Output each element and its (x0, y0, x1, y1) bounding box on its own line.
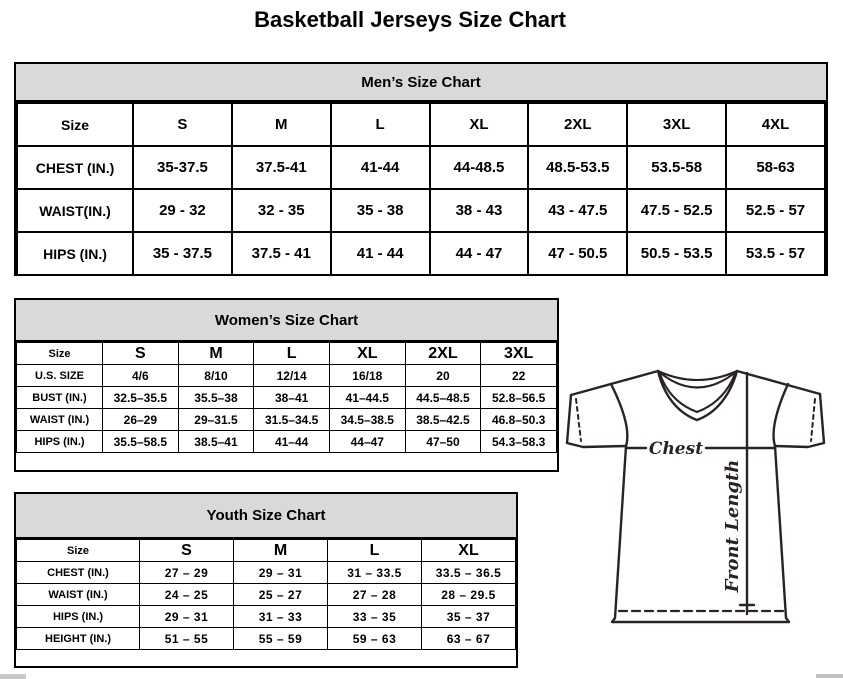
size-value-cell: 41–44 (254, 431, 330, 453)
size-value-cell: 26–29 (103, 409, 179, 431)
measurement-row (17, 628, 516, 650)
page-title: Basketball Jerseys Size Chart (254, 7, 566, 32)
size-column-header: XL (430, 103, 529, 146)
size-value-cell: 53.5 - 57 (726, 232, 825, 275)
measurement-row (17, 232, 825, 275)
measurement-row (17, 387, 557, 409)
size-header-row (17, 103, 825, 146)
size-value-cell: 31 – 33.5 (328, 562, 422, 584)
size-value-cell: 55 – 59 (234, 628, 328, 650)
mens-size-chart-table (14, 62, 828, 276)
size-value-cell: 37.5 - 41 (232, 232, 331, 275)
measurement-row-label: HIPS (IN.) (17, 232, 133, 275)
measurement-row (17, 409, 557, 431)
size-value-cell: 38.5–41 (178, 431, 254, 453)
size-column-header: XL (329, 343, 405, 365)
size-value-cell: 35 – 37 (422, 606, 516, 628)
size-value-cell: 20 (405, 365, 481, 387)
measurement-row-label: BUST (IN.) (17, 387, 103, 409)
size-value-cell: 31 – 33 (234, 606, 328, 628)
size-value-cell: 41 - 44 (331, 232, 430, 275)
horizontal-scrollbar-fragment-left[interactable] (0, 674, 26, 679)
measurement-row-label: WAIST(IN.) (17, 189, 133, 232)
mens-size-table (16, 102, 826, 276)
measurement-row (17, 606, 516, 628)
measurement-row-label: WAIST (IN.) (17, 409, 103, 431)
measurement-row-label: WAIST (IN.) (17, 584, 140, 606)
measurement-row-label: CHEST (IN.) (17, 146, 133, 189)
size-value-cell: 22 (481, 365, 557, 387)
size-value-cell: 33 – 35 (328, 606, 422, 628)
youth-chart-title: Youth Size Chart (16, 494, 516, 539)
size-value-cell: 44-48.5 (430, 146, 529, 189)
womens-size-chart-table (14, 298, 559, 472)
size-header-row (17, 343, 557, 365)
size-column-header: M (232, 103, 331, 146)
size-value-cell: 8/10 (178, 365, 254, 387)
size-value-cell: 16/18 (329, 365, 405, 387)
size-value-cell: 54.3–58.3 (481, 431, 557, 453)
size-value-cell: 53.5-58 (627, 146, 726, 189)
size-label-header: Size (17, 540, 140, 562)
size-column-header: M (178, 343, 254, 365)
size-value-cell: 27 – 28 (328, 584, 422, 606)
size-value-cell: 41–44.5 (329, 387, 405, 409)
size-value-cell: 58-63 (726, 146, 825, 189)
size-value-cell: 38–41 (254, 387, 330, 409)
size-value-cell: 52.8–56.5 (481, 387, 557, 409)
size-value-cell: 31.5–34.5 (254, 409, 330, 431)
size-value-cell: 38.5–42.5 (405, 409, 481, 431)
size-column-header: XL (422, 540, 516, 562)
measurement-row-label: HIPS (IN.) (17, 606, 140, 628)
size-column-header: S (133, 103, 232, 146)
size-column-header: 3XL (481, 343, 557, 365)
size-column-header: L (328, 540, 422, 562)
size-column-header: L (254, 343, 330, 365)
measurement-row (17, 431, 557, 453)
measurement-row (17, 189, 825, 232)
size-value-cell: 27 – 29 (140, 562, 234, 584)
size-value-cell: 44–47 (329, 431, 405, 453)
size-value-cell: 29 – 31 (234, 562, 328, 584)
size-value-cell: 47–50 (405, 431, 481, 453)
size-value-cell: 29–31.5 (178, 409, 254, 431)
measurement-row-label: CHEST (IN.) (17, 562, 140, 584)
womens-chart-title: Women’s Size Chart (16, 300, 557, 342)
size-value-cell: 33.5 – 36.5 (422, 562, 516, 584)
front-length-measurement-label: Front Length (722, 459, 743, 593)
size-value-cell: 59 – 63 (328, 628, 422, 650)
size-column-header: S (140, 540, 234, 562)
size-column-header: 4XL (726, 103, 825, 146)
size-value-cell: 44.5–48.5 (405, 387, 481, 409)
measurement-row (17, 562, 516, 584)
youth-size-table (16, 539, 516, 650)
size-value-cell: 32 - 35 (232, 189, 331, 232)
size-value-cell: 32.5–35.5 (103, 387, 179, 409)
size-value-cell: 63 – 67 (422, 628, 516, 650)
measurement-row-label: HIPS (IN.) (17, 431, 103, 453)
size-value-cell: 46.8–50.3 (481, 409, 557, 431)
measurement-row (17, 365, 557, 387)
measurement-row-label: HEIGHT (IN.) (17, 628, 140, 650)
size-label-header: Size (17, 103, 133, 146)
size-value-cell: 29 – 31 (140, 606, 234, 628)
size-value-cell: 34.5–38.5 (329, 409, 405, 431)
size-column-header: 2XL (405, 343, 481, 365)
youth-size-chart-table (14, 492, 518, 668)
size-value-cell: 35 - 38 (331, 189, 430, 232)
size-value-cell: 35-37.5 (133, 146, 232, 189)
size-value-cell: 12/14 (254, 365, 330, 387)
size-value-cell: 35.5–58.5 (103, 431, 179, 453)
size-header-row (17, 540, 516, 562)
size-column-header: 3XL (627, 103, 726, 146)
size-value-cell: 29 - 32 (133, 189, 232, 232)
size-value-cell: 51 – 55 (140, 628, 234, 650)
measurement-row-label: U.S. SIZE (17, 365, 103, 387)
size-value-cell: 35.5–38 (178, 387, 254, 409)
size-value-cell: 24 – 25 (140, 584, 234, 606)
size-value-cell: 35 - 37.5 (133, 232, 232, 275)
size-value-cell: 41-44 (331, 146, 430, 189)
size-value-cell: 47 - 50.5 (528, 232, 627, 275)
size-value-cell: 4/6 (103, 365, 179, 387)
size-column-header: M (234, 540, 328, 562)
size-value-cell: 50.5 - 53.5 (627, 232, 726, 275)
size-column-header: 2XL (528, 103, 627, 146)
measurement-row (17, 146, 825, 189)
horizontal-scrollbar-fragment-right[interactable] (816, 674, 843, 678)
chest-measurement-label: Chest (648, 439, 704, 459)
size-value-cell: 25 – 27 (234, 584, 328, 606)
size-column-header: S (103, 343, 179, 365)
size-value-cell: 43 - 47.5 (528, 189, 627, 232)
size-value-cell: 52.5 - 57 (726, 189, 825, 232)
jersey-measurement-diagram-icon (562, 366, 842, 676)
size-value-cell: 44 - 47 (430, 232, 529, 275)
size-column-header: L (331, 103, 430, 146)
size-value-cell: 28 – 29.5 (422, 584, 516, 606)
size-value-cell: 48.5-53.5 (528, 146, 627, 189)
size-value-cell: 37.5-41 (232, 146, 331, 189)
size-label-header: Size (17, 343, 103, 365)
measurement-row (17, 584, 516, 606)
size-value-cell: 47.5 - 52.5 (627, 189, 726, 232)
size-value-cell: 38 - 43 (430, 189, 529, 232)
mens-chart-title: Men’s Size Chart (16, 64, 826, 102)
womens-size-table (16, 342, 557, 453)
